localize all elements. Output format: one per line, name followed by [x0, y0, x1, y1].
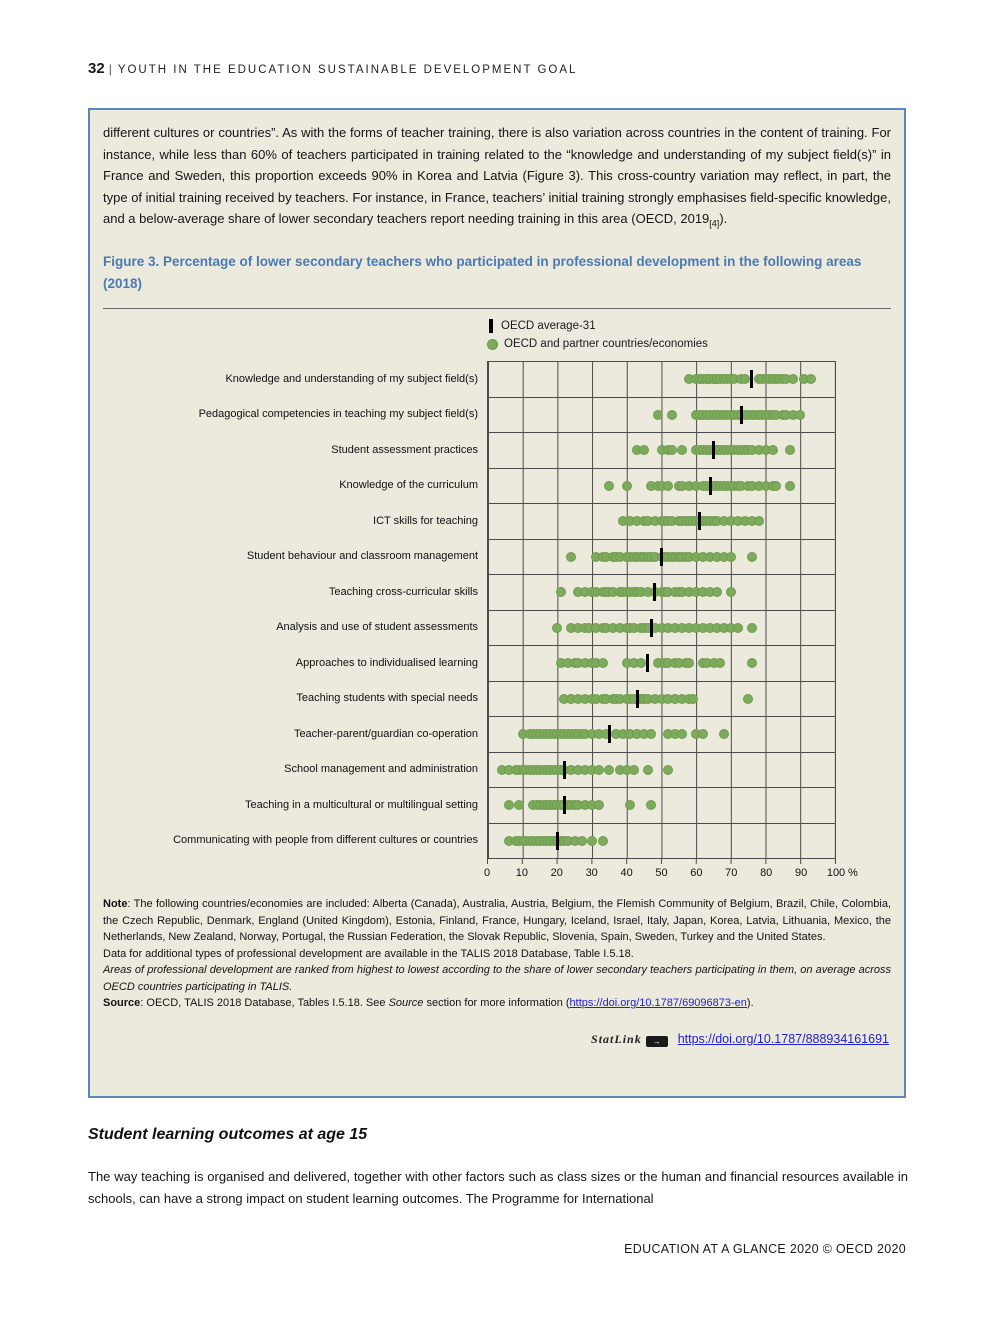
chart-legend: [489, 317, 891, 353]
page-header: [88, 60, 908, 77]
x-axis-tick-label: 90: [794, 867, 808, 880]
source-line: [103, 995, 891, 1012]
oecd-average-tick: [660, 548, 663, 566]
category-label: School management and administration: [284, 763, 478, 776]
category-label: Communicating with people from different cultures or countries: [173, 834, 478, 847]
country-data-point: [566, 552, 576, 562]
country-data-point: [514, 800, 524, 810]
country-data-point: [667, 445, 677, 455]
oecd-average-tick: [712, 441, 715, 459]
oecd-average-tick: [698, 512, 701, 530]
oecd-average-tick: [608, 725, 611, 743]
category-label: Analysis and use of student assessments: [276, 621, 478, 634]
x-axis-tick-label: 70: [725, 867, 738, 880]
country-data-point: [743, 694, 753, 704]
country-data-point: [646, 800, 656, 810]
chart-row: [488, 469, 835, 505]
country-data-point: [556, 587, 566, 597]
source-body-3: ).: [746, 997, 754, 1010]
country-data-point: [768, 445, 778, 455]
category-label: Teaching students with special needs: [296, 692, 478, 705]
category-label: Approaches to individualised learning: [295, 656, 478, 669]
note-line: [103, 896, 891, 946]
chart-row: [488, 788, 835, 824]
country-data-point: [785, 481, 795, 491]
x-axis-tick-label: 0: [483, 867, 491, 880]
source-doi-link[interactable]: https://doi.org/10.1787/69096873-en: [569, 997, 747, 1010]
page-footer: EDUCATION AT A GLANCE 2020 © OECD 2020: [624, 1242, 906, 1256]
country-data-point: [677, 729, 687, 739]
country-data-point: [625, 800, 635, 810]
x-axis-tick-label: 80: [760, 867, 773, 880]
chart-row: [488, 504, 835, 540]
country-data-point: [629, 765, 639, 775]
statlink-icon: →: [646, 1036, 668, 1047]
country-data-point: [715, 658, 725, 668]
country-data-point: [622, 481, 632, 491]
oecd-average-tick: [646, 654, 649, 672]
running-header-title: YOUTH IN THE EDUCATION SUSTAINABLE DEVELOPMENT GOAL: [117, 64, 578, 76]
country-data-point: [719, 729, 729, 739]
country-data-point: [726, 587, 736, 597]
country-data-point: [594, 765, 604, 775]
oecd-average-tick: [563, 761, 566, 779]
category-label: Teacher-parent/guardian co-operation: [293, 727, 478, 740]
country-data-point: [663, 481, 673, 491]
category-label: Teaching in a multicultural or multilingual setting: [245, 798, 478, 811]
category-label: Knowledge of the curriculum: [339, 479, 478, 492]
chart-row: [488, 717, 835, 753]
country-data-point: [577, 836, 587, 846]
x-axis-tick-label: 50: [655, 867, 668, 880]
country-data-point: [646, 729, 656, 739]
figure-title: Figure 3. Percentage of lower secondary teachers who participated in professional development in the following areas (2018): [103, 254, 862, 292]
oecd-average-marker-icon: [489, 319, 493, 333]
country-data-point: [754, 516, 764, 526]
oecd-average-tick: [709, 477, 712, 495]
category-label: Pedagogical competencies in teaching my subject field(s): [198, 408, 478, 421]
country-data-point: [604, 481, 614, 491]
x-axis-labels: [483, 864, 858, 882]
chart-row: [488, 824, 835, 860]
page-number: 32: [88, 60, 105, 77]
country-dot-marker-icon: [487, 339, 498, 350]
section-paragraph: The way teaching is organised and delivered, together with other factors such as class sizes or the human and financial resources available in schools, can have a strong impact on student learning outcomes. The Programme for International: [88, 1169, 908, 1206]
country-data-point: [598, 658, 608, 668]
note-label: Note: [103, 898, 128, 911]
country-data-point: [747, 552, 757, 562]
oecd-average-tick: [740, 406, 743, 424]
country-data-point: [747, 658, 757, 668]
country-data-point: [643, 765, 653, 775]
country-data-point: [726, 552, 736, 562]
chart-row: [488, 398, 835, 434]
country-data-point: [785, 445, 795, 455]
x-axis-tick-label: 10: [515, 867, 529, 880]
statlink-doi-link[interactable]: https://doi.org/10.1787/888934161691: [677, 1031, 889, 1046]
category-label: Student behaviour and classroom management: [246, 550, 478, 563]
source-label: Source: [103, 997, 141, 1010]
statlink-label: StatLink: [591, 1031, 642, 1046]
oecd-average-tick: [650, 619, 653, 637]
oecd-average-tick: [563, 796, 566, 814]
category-labels-column: [103, 361, 487, 859]
oecd-average-tick: [636, 690, 639, 708]
country-data-point: [712, 587, 722, 597]
chart-row: [488, 611, 835, 647]
x-axis-unit-label: %: [848, 867, 858, 880]
country-data-point: [552, 623, 562, 633]
country-data-point: [795, 410, 805, 420]
country-data-point: [653, 410, 663, 420]
country-data-point: [747, 623, 757, 633]
x-axis-tick-label: 20: [550, 867, 563, 880]
category-label: ICT skills for teaching: [373, 514, 478, 527]
category-label: Knowledge and understanding of my subject field(s): [225, 372, 478, 385]
country-data-point: [604, 765, 614, 775]
country-data-point: [587, 836, 597, 846]
plot-area: [487, 361, 836, 859]
legend-average-label: OECD average-31: [501, 320, 596, 333]
oecd-average-tick: [556, 832, 559, 850]
statlink-row: [103, 1032, 891, 1047]
country-data-point: [788, 374, 798, 384]
chart-row: [488, 575, 835, 611]
section-heading: Student learning outcomes at age 15: [88, 1126, 368, 1143]
country-data-point: [636, 658, 646, 668]
chart-row: [488, 362, 835, 398]
figure-box: [88, 108, 906, 1098]
title-divider: [103, 308, 891, 309]
country-data-point: [677, 445, 687, 455]
country-data-point: [806, 374, 816, 384]
country-data-point: [598, 836, 608, 846]
header-divider: |: [108, 62, 112, 76]
x-axis-tick-label: 60: [690, 867, 703, 880]
citation-reference: [4]: [709, 218, 720, 229]
note-body: : The following countries/economies are included: Alberta (Canada), Australia, Austria, Belgium, the Flemish Community of Belgium, Brazil, Chile, Colombia, the Czech Republic, Denmark, England (United Kingdom), Estonia, Finland, France, Hungary, Iceland, Israel, Italy, Japan, Korea, Latvia, Lithuania, Mexico, the Netherlands, New Zealand, Norway, Portugal, the Russian Federation, the Slovak Republic, Slovenia, Spain, Sweden, Turkey and the United States.: [103, 898, 891, 944]
category-label: Student assessment practices: [331, 443, 478, 456]
source-italic-word: Source: [388, 997, 424, 1010]
dot-plot-chart: [103, 361, 891, 859]
chart-row: [488, 433, 835, 469]
intro-paragraph-end: ).: [719, 211, 728, 226]
category-label: Teaching cross-curricular skills: [328, 585, 478, 598]
legend-item-average: [489, 317, 891, 335]
country-data-point: [684, 658, 694, 668]
note-additional-line: Data for additional types of professional development are available in the TALIS 2018 Database, Table I.5.18.: [103, 947, 634, 960]
country-data-point: [771, 481, 781, 491]
source-body: : OECD, TALIS 2018 Database, Tables I.5.18. See: [140, 997, 389, 1010]
intro-paragraph-text: different cultures or countries”. As with the forms of teacher training, there is also variation across countries in the content of training. For instance, while less than 60% of teachers participated in training related to the “knowledge and understanding of my subject field(s)” in France and Sweden, this proportion exceeds 90% in Korea and Latvia (Figure 3). This cross-country variation may reflect, in part, the type of initial training received by teachers. For instance, in France, teachers’ initial training strongly emphasises field-specific knowledge, and a below-average share of lower secondary teachers report needing training in this area (OECD, 2019: [103, 125, 891, 226]
country-data-point: [639, 445, 649, 455]
country-data-point: [667, 410, 677, 420]
chart-row: [488, 646, 835, 682]
chart-row: [488, 540, 835, 576]
figure-notes: [103, 896, 891, 1012]
source-body-2: section for more information (: [423, 997, 570, 1010]
oecd-average-tick: [653, 583, 656, 601]
country-data-point: [688, 694, 698, 704]
note-ranking-line: Areas of professional development are ranked from highest to lowest according to the share of lower secondary teachers participating in them, on average across OECD countries participating in TALIS.: [103, 964, 891, 993]
chart-row: [488, 682, 835, 718]
country-data-point: [698, 729, 708, 739]
x-axis-tick-label: 40: [620, 867, 633, 880]
legend-item-countries: [489, 335, 891, 353]
intro-paragraph: [103, 122, 891, 235]
country-data-point: [740, 374, 750, 384]
x-axis-tick-label: 30: [585, 867, 598, 880]
country-data-point: [663, 765, 673, 775]
x-axis-tick-label: 100: [826, 867, 846, 880]
country-data-point: [733, 623, 743, 633]
legend-countries-label: OECD and partner countries/economies: [504, 338, 708, 351]
country-data-point: [594, 800, 604, 810]
chart-row: [488, 753, 835, 789]
oecd-average-tick: [750, 370, 753, 388]
country-data-point: [504, 800, 514, 810]
